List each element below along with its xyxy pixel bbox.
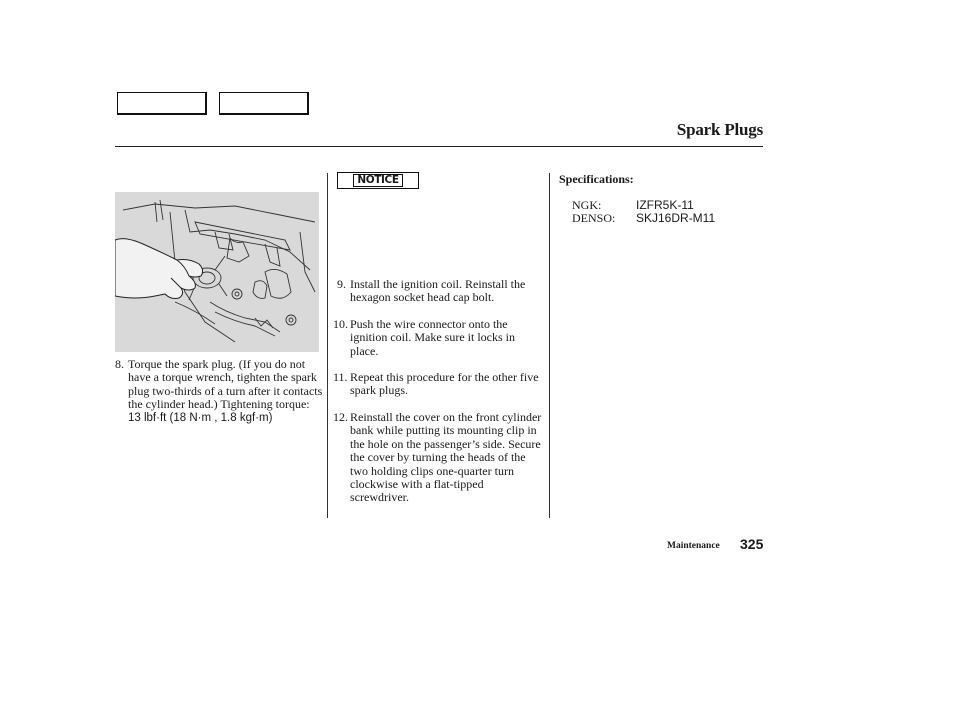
specifications-heading: Specifications: [559, 172, 634, 186]
page-number: 325 [740, 536, 764, 552]
step-text: Push the wire connector onto the ignition coil. Make sure it locks in place. [350, 317, 515, 358]
title-divider [115, 146, 763, 147]
spec-label: DENSO: [572, 211, 616, 225]
nav-button-previous[interactable] [117, 92, 207, 115]
step-text: Reinstall the cover on the front cylinder bank while putting its mounting clip in the hole on the passenger’s side. Secure the cover by turning the heads of the two holding clips one-quarter turn clockwise with a flat-tipped screwdriver. [350, 410, 542, 505]
page-title: Spark Plugs [676, 120, 763, 139]
column-divider-left [327, 173, 328, 518]
nav-button-next[interactable] [219, 92, 309, 115]
notice-label: NOTICE [353, 174, 402, 187]
spec-value: SKJ16DR-M11 [636, 211, 716, 225]
spark-plug-illustration [115, 192, 319, 352]
torque-value: 13 lbf·ft (18 N·m , 1.8 kgf·m) [128, 411, 273, 424]
spec-label: NGK: [572, 198, 602, 212]
spec-value: IZFR5K-11 [636, 198, 694, 212]
notice-badge [337, 172, 419, 189]
footer-section-name: Maintenance [667, 541, 720, 551]
engine-drawing [115, 192, 319, 352]
step-number: 10. [333, 317, 348, 331]
step-number: 8. [115, 357, 124, 371]
step-text: Torque the spark plug. (If you do not have a torque wrench, tighten the spark plug two-thirds of a turn after it contacts the cylinder head.) Tightening torque: [128, 357, 323, 412]
step-text: Repeat this procedure for the other five spark plugs. [350, 370, 539, 398]
step-number: 12. [333, 410, 348, 424]
step-text: Install the ignition coil. Reinstall the hexagon socket head cap bolt. [350, 277, 526, 305]
step-number: 11. [333, 370, 348, 384]
step-number: 9. [337, 277, 346, 291]
column-divider-right [549, 173, 550, 518]
